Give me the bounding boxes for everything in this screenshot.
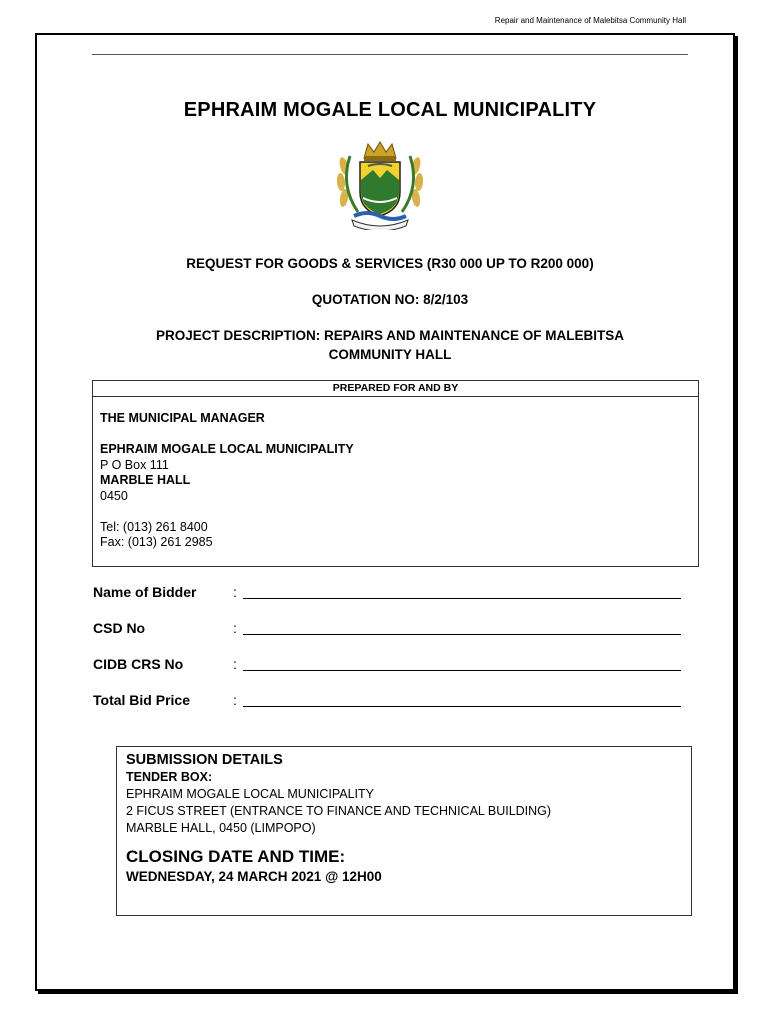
fill-line[interactable] bbox=[243, 706, 681, 707]
field-csd-no[interactable]: CSD No : bbox=[93, 620, 693, 640]
submission-title: SUBMISSION DETAILS bbox=[126, 752, 283, 768]
field-label: Total Bid Price bbox=[93, 692, 190, 708]
municipality-name: EPHRAIM MOGALE LOCAL MUNICIPALITY bbox=[100, 442, 354, 456]
fill-line[interactable] bbox=[243, 670, 681, 671]
document-title: EPHRAIM MOGALE LOCAL MUNICIPALITY bbox=[183, 99, 597, 121]
quotation-number: QUOTATION NO: 8/2/103 bbox=[311, 292, 469, 307]
field-label: CSD No bbox=[93, 620, 146, 636]
fax: Fax: (013) 261 2985 bbox=[100, 535, 213, 549]
project-description-line2: COMMUNITY HALL bbox=[328, 347, 452, 362]
prepared-address bbox=[100, 411, 354, 551]
field-total-bid-price[interactable]: Total Bid Price : bbox=[93, 692, 693, 712]
po-box: P O Box 111 bbox=[100, 457, 169, 472]
fill-line[interactable] bbox=[243, 634, 681, 635]
field-cidb-crs-no[interactable]: CIDB CRS No : bbox=[93, 656, 693, 676]
fill-line[interactable] bbox=[243, 598, 681, 599]
prepared-box bbox=[92, 380, 699, 567]
running-header: Repair and Maintenance of Malebitsa Community Hall bbox=[494, 16, 686, 25]
submission-address-line3: MARBLE HALL, 0450 (LIMPOPO) bbox=[126, 821, 316, 835]
postal-code: 0450 bbox=[100, 488, 128, 503]
field-label: CIDB CRS No bbox=[93, 656, 184, 672]
project-description-line1: PROJECT DESCRIPTION: REPAIRS AND MAINTENANCE OF MALEBITSA bbox=[155, 328, 625, 343]
submission-box bbox=[116, 746, 692, 916]
municipal-crest-logo bbox=[330, 136, 430, 230]
municipal-manager: THE MUNICIPAL MANAGER bbox=[100, 411, 265, 425]
prepared-heading: PREPARED FOR AND BY bbox=[93, 381, 698, 397]
telephone: Tel: (013) 261 8400 bbox=[100, 519, 208, 534]
town: MARBLE HALL bbox=[100, 473, 191, 487]
field-label: Name of Bidder bbox=[93, 584, 197, 600]
submission-address-line1: EPHRAIM MOGALE LOCAL MUNICIPALITY bbox=[126, 787, 374, 801]
closing-heading: CLOSING DATE AND TIME: bbox=[126, 847, 346, 866]
tender-box-label: TENDER BOX: bbox=[126, 770, 213, 784]
submission-address-line2: 2 FICUS STREET (ENTRANCE TO FINANCE AND TECHNICAL BUILDING) bbox=[126, 804, 552, 818]
top-rule bbox=[92, 54, 688, 55]
field-name-of-bidder[interactable]: Name of Bidder : bbox=[93, 584, 693, 604]
closing-date: WEDNESDAY, 24 MARCH 2021 @ 12H00 bbox=[126, 869, 382, 884]
request-line: REQUEST FOR GOODS & SERVICES (R30 000 UP TO R200 000) bbox=[186, 256, 594, 271]
